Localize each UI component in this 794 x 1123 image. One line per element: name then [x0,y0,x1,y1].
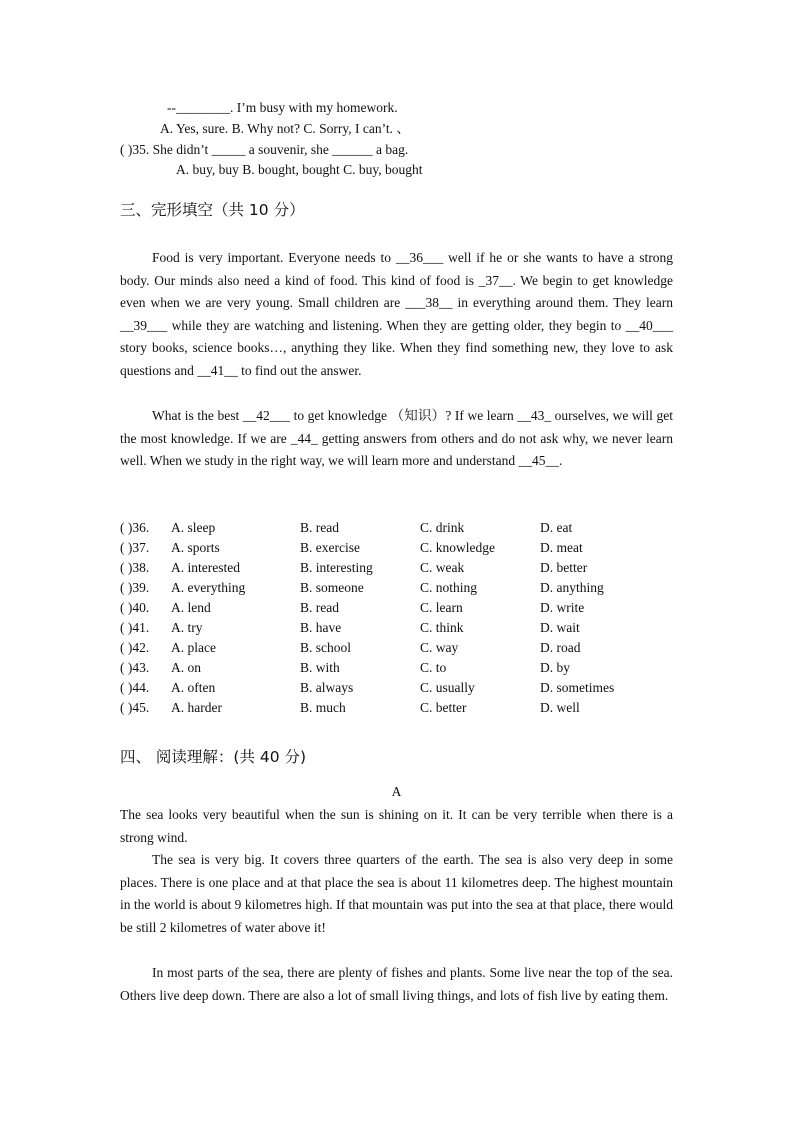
question-number: ( )38. [120,560,150,575]
option-c: C. think [420,620,464,635]
option-d: D. meat [540,540,583,555]
cloze-paragraph-2 [120,405,673,473]
question-number: ( )44. [120,680,150,695]
reading-paragraph-3-text: In most parts of the sea, there are plenty of fishes and plants. Some live near the top of the sea. Others live deep down. There are also a lot of small living things, and lots of fish live by eating them. [120,965,673,1003]
cloze-paragraph-2-text: What is the best __42___ to get knowledge （知识）? If we learn __43_ ourselves, we will get the most knowledge. If we are _44_ getting answers from others and do not ask why, we never learn well. When we study in the right way, we will learn more and understand __45__. [120,408,673,469]
option-d: D. write [540,600,585,615]
section4-heading: 四、 阅读理解：(共 40 分) [120,748,307,766]
option-c: C. nothing [420,580,478,595]
reading-paragraph-1: The sea looks very beautiful when the sun is shining on it. It can be very terrible when there is a strong wind. [120,807,673,845]
option-a: A. everything [171,580,246,595]
question-number: ( )37. [120,540,150,555]
option-a: A. on [171,660,201,675]
section3-heading: 三、完形填空（共 10 分） [120,201,305,219]
q35-stem: ( )35. She didn’t _____ a souvenir, she ______ a bag. [120,142,409,157]
option-a: A. often [171,680,216,695]
option-b: B. exercise [300,540,360,555]
option-a: A. interested [171,560,240,575]
option-c: C. weak [420,560,465,575]
reading-paragraph-2-text: The sea is very big. It covers three quarters of the earth. The sea is also very deep in some places. There is one place and at that place the sea is about 11 kilometres deep. The highest mountain in the world is about 9 kilometres high. If that mountain was put into the sea at that place, there would be still 2 kilometres of water above it! [120,852,673,935]
option-c: C. way [420,640,459,655]
q34-response: --________. I’m busy with my homework. [167,100,398,115]
cloze-paragraph-1-text: Food is very important. Everyone needs to __36___ well if he or she wants to have a strong body. Our minds also need a kind of food. This kind of food is _37__. We begin to get knowledge even when we are very young. Small children are ___38__ in everything around them. They learn __39___ while they are watching and listening. When they are getting older, they begin to __40___ story books, science books…, anything they like. When they find something new, they love to ask questions and __41__ to find out the answer. [120,250,673,378]
option-b: B. much [300,700,346,715]
option-b: B. read [300,520,339,535]
option-a: A. harder [171,700,222,715]
passage-label: A [391,784,402,799]
q35-options: A. buy, buy B. bought, bought C. buy, bought [176,162,423,177]
option-d: D. better [540,560,588,575]
option-a: A. try [171,620,203,635]
question-number: ( )39. [120,580,150,595]
question-number: ( )41. [120,620,150,635]
question-number: ( )45. [120,700,150,715]
option-b: B. someone [300,580,364,595]
option-b: B. always [300,680,354,695]
option-c: C. to [420,660,447,675]
option-d: D. sometimes [540,680,615,695]
cloze-paragraph-1 [120,247,673,383]
option-c: C. knowledge [420,540,495,555]
question-number: ( )43. [120,660,150,675]
option-d: D. anything [540,580,604,595]
option-d: D. by [540,660,570,675]
question-number: ( )42. [120,640,150,655]
option-a: A. sleep [171,520,216,535]
reading-paragraph-3 [120,962,673,1007]
question-number: ( )36. [120,520,150,535]
option-b: B. with [300,660,340,675]
option-d: D. road [540,640,581,655]
option-b: B. have [300,620,342,635]
option-c: C. learn [420,600,463,615]
option-d: D. wait [540,620,580,635]
option-a: A. lend [171,600,211,615]
option-c: C. usually [420,680,475,695]
option-b: B. school [300,640,352,655]
option-d: D. eat [540,520,573,535]
option-b: B. interesting [300,560,373,575]
option-c: C. better [420,700,467,715]
q34-options: A. Yes, sure. B. Why not? C. Sorry, I can’t. 、 [160,121,410,136]
question-number: ( )40. [120,600,150,615]
option-a: A. sports [171,540,220,555]
option-b: B. read [300,600,339,615]
option-a: A. place [171,640,216,655]
reading-paragraph-2 [120,849,673,939]
option-d: D. well [540,700,580,715]
option-c: C. drink [420,520,465,535]
